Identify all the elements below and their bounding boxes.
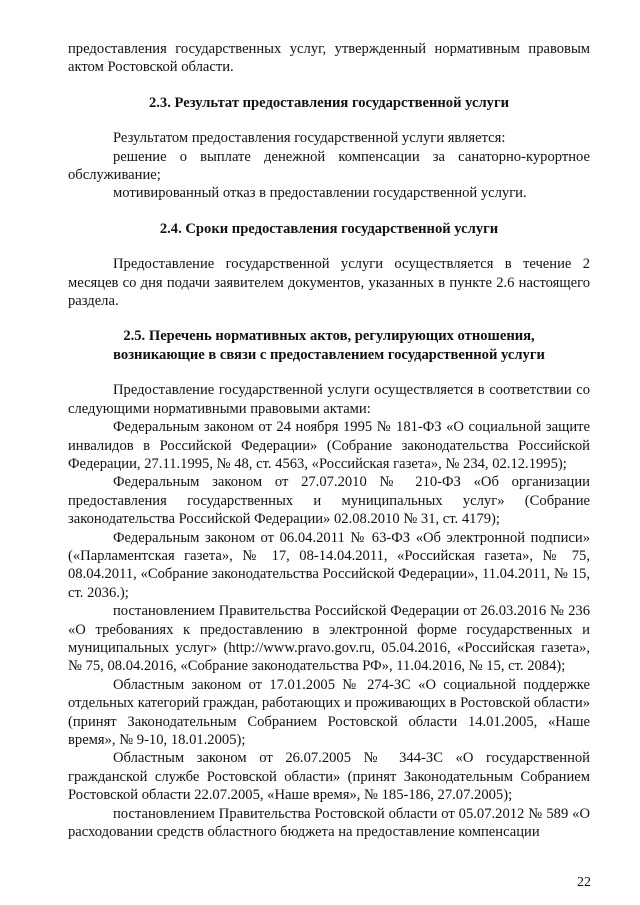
section-heading-2-3: 2.3. Результат предоставления государственной услуги: [148, 94, 510, 111]
act-item-210-fz: Федеральным законом от 27.07.2010 № 210-ФЗ «Об организации предоставления государственных и муниципальных услуг» (Собрание законодательства Российской Федерации» 02.08.2010 № 31, ст. 4179);: [68, 474, 590, 528]
act-item-181-fz: Федеральным законом от 24 ноября 1995 № 181-ФЗ «О социальной защите инвалидов в Российской Федерации» (Собрание законодательства Российской Федерации, 27.11.1995, № 48, ст. 4563, «Российская газета», № 234, 02.12.1995);: [68, 419, 590, 472]
result-intro-paragraph: Результатом предоставления государственной услуги является:: [113, 130, 506, 147]
result-item-decision: решение о выплате денежной компенсации за санаторно-курортное обслуживание;: [68, 148, 590, 184]
section-heading-2-5-line-2: возникающие в связи с предоставлением государственной услуги: [113, 346, 545, 363]
acts-intro-paragraph: Предоставление государственной услуги осуществляется в соответствии со следующими нормативными правовыми актами:: [68, 382, 590, 417]
act-item-63-fz: Федеральным законом от 06.04.2011 № 63-ФЗ «Об электронной подписи» («Парламентская газета», № 17, 08-14.04.2011, «Российская газета», № 75, 08.04.2011, «Собрание законодательства Российской Федерации», 11.04.2011, № 15, ст. 2036.);: [68, 529, 590, 601]
act-item-589: постановлением Правительства Ростовской области от 05.07.2012 № 589 «О расходовании средств областного бюджета на предоставление компенсации: [68, 805, 590, 841]
section-heading-2-5-line-1: 2.5. Перечень нормативных актов, регулирующих отношения,: [123, 328, 535, 345]
page-number: 22: [577, 875, 591, 890]
act-item-274-zs: Областным законом от 17.01.2005 № 274-ЗС «О социальной поддержке отдельных категорий граждан, работающих и проживающих в Ростовской области» (принят Законодательным Собранием Ростовской области 14.01.2005, «Наше время», № 9-10, 18.01.2005);: [68, 676, 590, 748]
act-item-344-zs: Областным законом от 26.07.2005 № 344-ЗС «О государственной гражданской службе Ростовской области» (принят Законодательным Собранием Ростовской области 22.07.2005, «Наше время», № 185-186, 27.07.2005);: [68, 750, 590, 804]
section-heading-2-4: 2.4. Сроки предоставления государственной услуги: [159, 220, 499, 237]
act-item-236: постановлением Правительства Российской Федерации от 26.03.2016 № 236 «О требованиях к предоставлению в электронной форме государственных и муниципальных услуг» (http://www.pravo.gov.ru, 05.04.2016, «Российская газета», № 75, 08.04.2016, «Собрание законодательства РФ», 11.04.2016, № 15, ст. 2084);: [68, 603, 590, 675]
document-page: [68, 40, 590, 841]
continuation-paragraph: предоставления государственных услуг, утвержденный нормативным правовым актом Ростовской области.: [68, 41, 590, 76]
terms-paragraph: Предоставление государственной услуги осуществляется в течение 2 месяцев со дня подачи заявителем документов, указанных в пункте 2.6 настоящего раздела.: [68, 256, 590, 310]
result-item-refusal: мотивированный отказ в предоставлении государственной услуги.: [113, 185, 527, 202]
